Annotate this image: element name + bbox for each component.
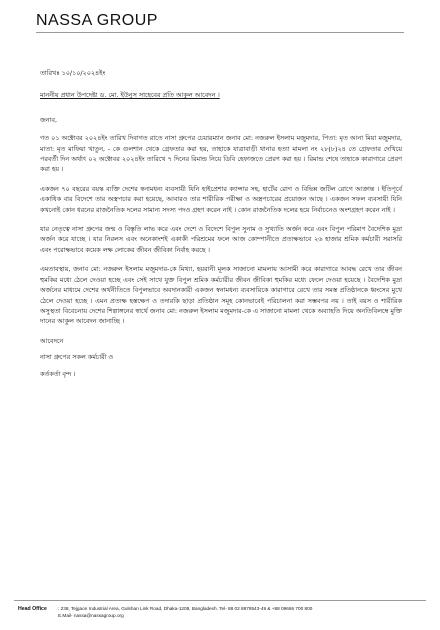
letter-paragraph-1: গত ০১ অক্টোবর ২০২৪ইং তারিখ দিবাগত রাতে নাসা গ্রুপের চেয়ারম্যান জনাব মো: নজরুল ইসলাম মজুমদার, পিতা: মৃত আনা মিয়া মজুমদার, মাতা: মৃত মাফিয়া খাতুন, - কে গুলশান থেকে গ্রেফতার করা হয়, তাহাকে যাত্রাবাড়ী থানার হত্যা মামলা নং ২৮(৮)২৪ তে গ্রেফতার দেখিয়ে পরবর্তী দিন অর্থাৎ ০২ অক্টোবর ২০২৪ইং তারিখে ৭ দিনের রিমান্ড নিয়ে ডিবি হেফাজতে প্রেরণ করা হয় । রিমান্ড শেষে তাহাকে কারাগারে প্রেরণ করা হয় । [40, 134, 402, 174]
letter-body [40, 68, 402, 385]
letter-subject: মাননীয় প্রধান উপদেষ্টা ড. মো. ইউনুস সাহেবের প্রতি আকুল আবেদন । [40, 91, 220, 100]
closing-line-2: নাসা গ্রুপের সকল কর্মচারী ও [40, 353, 114, 362]
footer-divider [14, 600, 426, 601]
letter-salutation: জনাব, [40, 115, 57, 124]
footer-contact [58, 606, 428, 619]
letter-date: তারিখঃ ১০/১০/২০২৪ইং [40, 69, 106, 77]
footer-email: E.Mail- nassa@nassagroup.org [58, 612, 124, 618]
closing-line-1: আবেদনে [40, 336, 64, 345]
footer-address: : 238, Tejgaon Industrial Area, Gulshan Link Road, Dhaka-1208, Bangladesh. Tel- 88 02 8878543-49 & +88 09666 700 800 [58, 606, 313, 611]
letterhead [0, 0, 440, 44]
closing-line-3: কর্তকর্তা বৃন্দ । [40, 369, 76, 378]
letter-paragraph-2: একজন ৭০ বছরের বয়স্ক ব্যক্তি দেশের স্বনামধন্য ব্যবসায়ী যিনি হাইপ্রেশার ক্যান্সার সহ, হার্টের রোগ ও বিভিন্ন জটিল রোগে আক্রান্ত । ইতিপূর্বে একাধিক বার বিদেশে তার অস্ত্রপচার করা হয়েছে, আবারও তার শারীরিক পরীক্ষা ও অস্ত্রপচারের প্রয়োজন আছে । একজন সফল ব্যবসায়ী যিনি কখনোই কোন ধরনের রাজনৈতিক দলের সামান্য সদস্য পদও গ্রহণ করেন নাই । কোন রাজনৈতিক দলের হয়ে নির্বাচনেও অংশগ্রহণ করেন নাই । [40, 184, 402, 214]
letter-footer [0, 600, 440, 630]
letter-paragraph-3: যার নেতৃত্বে নাসা গ্রুপের জন্ম ও বিস্তৃতি লাভ করে এবং দেশে ও বিদেশে বিপুল সুনাম ও সুখ্যাতি অর্জন করে এবং বিপুল পরিমাণ বৈদেশিক মুদ্রা অর্জন করে যাচ্ছে । যার নিরলস এবং অনেকাংশই একাকী পরিশ্রমের ফলে আজ কোম্পানীতে প্রত্যক্ষভাবে ২৬ হাজার শ্রমিক কর্মচারী সরাসরি এবং পরোক্ষভাবে কয়েক লক্ষ লোকের জীবন জীবিকা নির্বাহ করছে । [40, 225, 402, 254]
company-logo: NASSA GROUP [36, 12, 158, 29]
footer-head-office-label: Head Office [18, 606, 47, 612]
header-divider [36, 32, 404, 33]
letter-paragraph-4: এমতাবস্থায়, জনাব মো: নজরুল ইসলাম মজুমদার-কে মিথ্যা, হয়রানী মূলক সাজানো মামলায় আসামী করে কারাগারে আবদ্ধ রেখে তার জীবন হুমকির মধ্যে ঠেলে দেওয়া হচ্ছে এবং সেই সাথে যুক্ত বিপুল শ্রমিক কর্মচারীর জীবন জীবিকা হুমকির মধ্যে ফেলে দেওয়া হয়েছে । বৈদেশিক মুদ্রা অর্জনের মাধ্যমে দেশের অর্থনীতিতে বিপুলভাবে অবদানকারী একজন স্বনামধন্য ব্যবসায়িকে কারাগারে রেখে তার সমস্ত প্রতিষ্ঠানকে ধ্বংসের মুখে ঠেলে দেওয়া হচ্ছে । এমন প্রত্যক্ষ হস্তক্ষেপ ও তদারকি ছাড়া প্রতিষ্ঠান সমূহ কোনভাবেই পরিচালনা করা সম্ভবপর নয় । তাই বয়স ও শারীরিক অসুস্থতা বিবেচনায় দেশের শিল্পাঙ্গনের স্বার্থে জনাব মো: নজরুল ইসলাম মজুমদার-কে এ সাজানো মামলা থেকে অব্যাহতি দিয়ে অনতিবিলম্বে মুক্তি দানের আকুল আবেদন জানাচ্ছি । [40, 265, 402, 326]
